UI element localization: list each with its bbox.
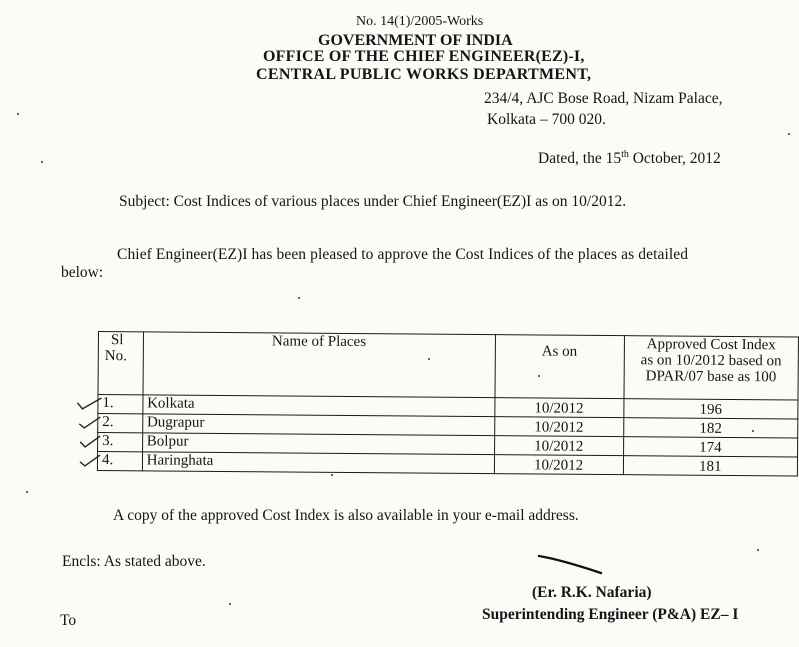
header-index-line-2: as on 10/2012 based on bbox=[640, 352, 782, 370]
reference-number: No. 14(1)/2005-Works bbox=[356, 14, 484, 29]
scan-speck bbox=[26, 491, 28, 493]
header-approved-index bbox=[624, 336, 799, 400]
document-date bbox=[538, 149, 721, 168]
address-line-1: 234/4, AJC Bose Road, Nizam Palace, bbox=[484, 90, 723, 107]
row-index: 196 bbox=[624, 399, 798, 419]
row-place: Kolkata bbox=[143, 395, 495, 417]
date-prefix: Dated, the 15 bbox=[538, 150, 622, 168]
scan-speck bbox=[752, 430, 754, 432]
scan-speck bbox=[788, 133, 790, 135]
scan-speck bbox=[298, 297, 300, 299]
date-rest: October, 2012 bbox=[628, 150, 721, 168]
addressee-label: To bbox=[60, 612, 77, 629]
row-sl-text: 3. bbox=[102, 433, 114, 450]
row-sl bbox=[98, 395, 143, 414]
checkmark-icon bbox=[76, 435, 102, 449]
header-as-on: As on bbox=[495, 335, 625, 399]
row-index: 181 bbox=[623, 456, 797, 476]
scan-speck bbox=[17, 113, 19, 115]
signatory-designation: Superintending Engineer (P&A) EZ– I bbox=[482, 606, 739, 623]
signature-mark bbox=[537, 553, 607, 577]
scan-speck bbox=[757, 549, 759, 551]
row-place: Haringhata bbox=[142, 452, 494, 474]
row-sl-text: 2. bbox=[102, 414, 114, 431]
scan-speck bbox=[41, 161, 43, 163]
header-place-name: Name of Places bbox=[143, 332, 495, 398]
body-line-2: below: bbox=[61, 264, 104, 281]
row-sl-text: 1. bbox=[102, 395, 114, 412]
header-line-2: OFFICE OF THE CHIEF ENGINEER(EZ)-I, bbox=[263, 48, 585, 65]
row-as-on: 10/2012 bbox=[494, 455, 623, 475]
body-line-1: Chief Engineer(EZ)I has been pleased to approve the Cost Indices of the places as detailed bbox=[117, 246, 689, 263]
row-index: 182 bbox=[623, 418, 797, 438]
header-index-line-1: Approved Cost Index bbox=[646, 336, 776, 354]
scan-speck bbox=[428, 358, 430, 360]
table-header-row bbox=[98, 332, 798, 400]
row-as-on: 10/2012 bbox=[494, 398, 623, 418]
row-index: 174 bbox=[623, 437, 797, 457]
row-as-on: 10/2012 bbox=[494, 436, 623, 456]
enclosure-note: Encls: As stated above. bbox=[62, 553, 206, 570]
header-sl-line-1: Sl bbox=[110, 332, 124, 349]
checkmark-icon bbox=[76, 416, 102, 430]
row-as-on: 10/2012 bbox=[494, 417, 623, 437]
row-sl-text: 4. bbox=[101, 452, 114, 469]
row-place: Bolpur bbox=[142, 433, 494, 455]
header-line-3: CENTRAL PUBLIC WORKS DEPARTMENT, bbox=[256, 66, 592, 83]
scan-speck bbox=[538, 375, 540, 377]
scan-speck bbox=[331, 474, 333, 476]
row-sl bbox=[97, 452, 142, 471]
checkmark-icon bbox=[76, 454, 102, 468]
header-line-1: GOVERNMENT OF INDIA bbox=[318, 32, 513, 49]
row-place: Dugrapur bbox=[142, 414, 494, 436]
header-index-line-3: DPAR/07 base as 100 bbox=[645, 368, 777, 386]
subject-line: Subject: Cost Indices of various places under Chief Engineer(EZ)I as on 10/2012. bbox=[119, 193, 627, 210]
signatory-name: (Er. R.K. Nafaria) bbox=[532, 584, 652, 601]
cost-index-table bbox=[97, 331, 799, 477]
date-suffix-sup: th bbox=[621, 149, 629, 160]
row-sl bbox=[98, 433, 143, 452]
header-sl-line-2: No. bbox=[104, 348, 127, 365]
checkmark-icon bbox=[76, 397, 102, 411]
scan-speck bbox=[229, 603, 231, 605]
row-sl bbox=[98, 414, 143, 433]
copy-note: A copy of the approved Cost Index is also available in your e-mail address. bbox=[113, 507, 579, 524]
header-sl-no bbox=[98, 332, 143, 395]
address-line-2: Kolkata – 700 020. bbox=[487, 111, 606, 128]
